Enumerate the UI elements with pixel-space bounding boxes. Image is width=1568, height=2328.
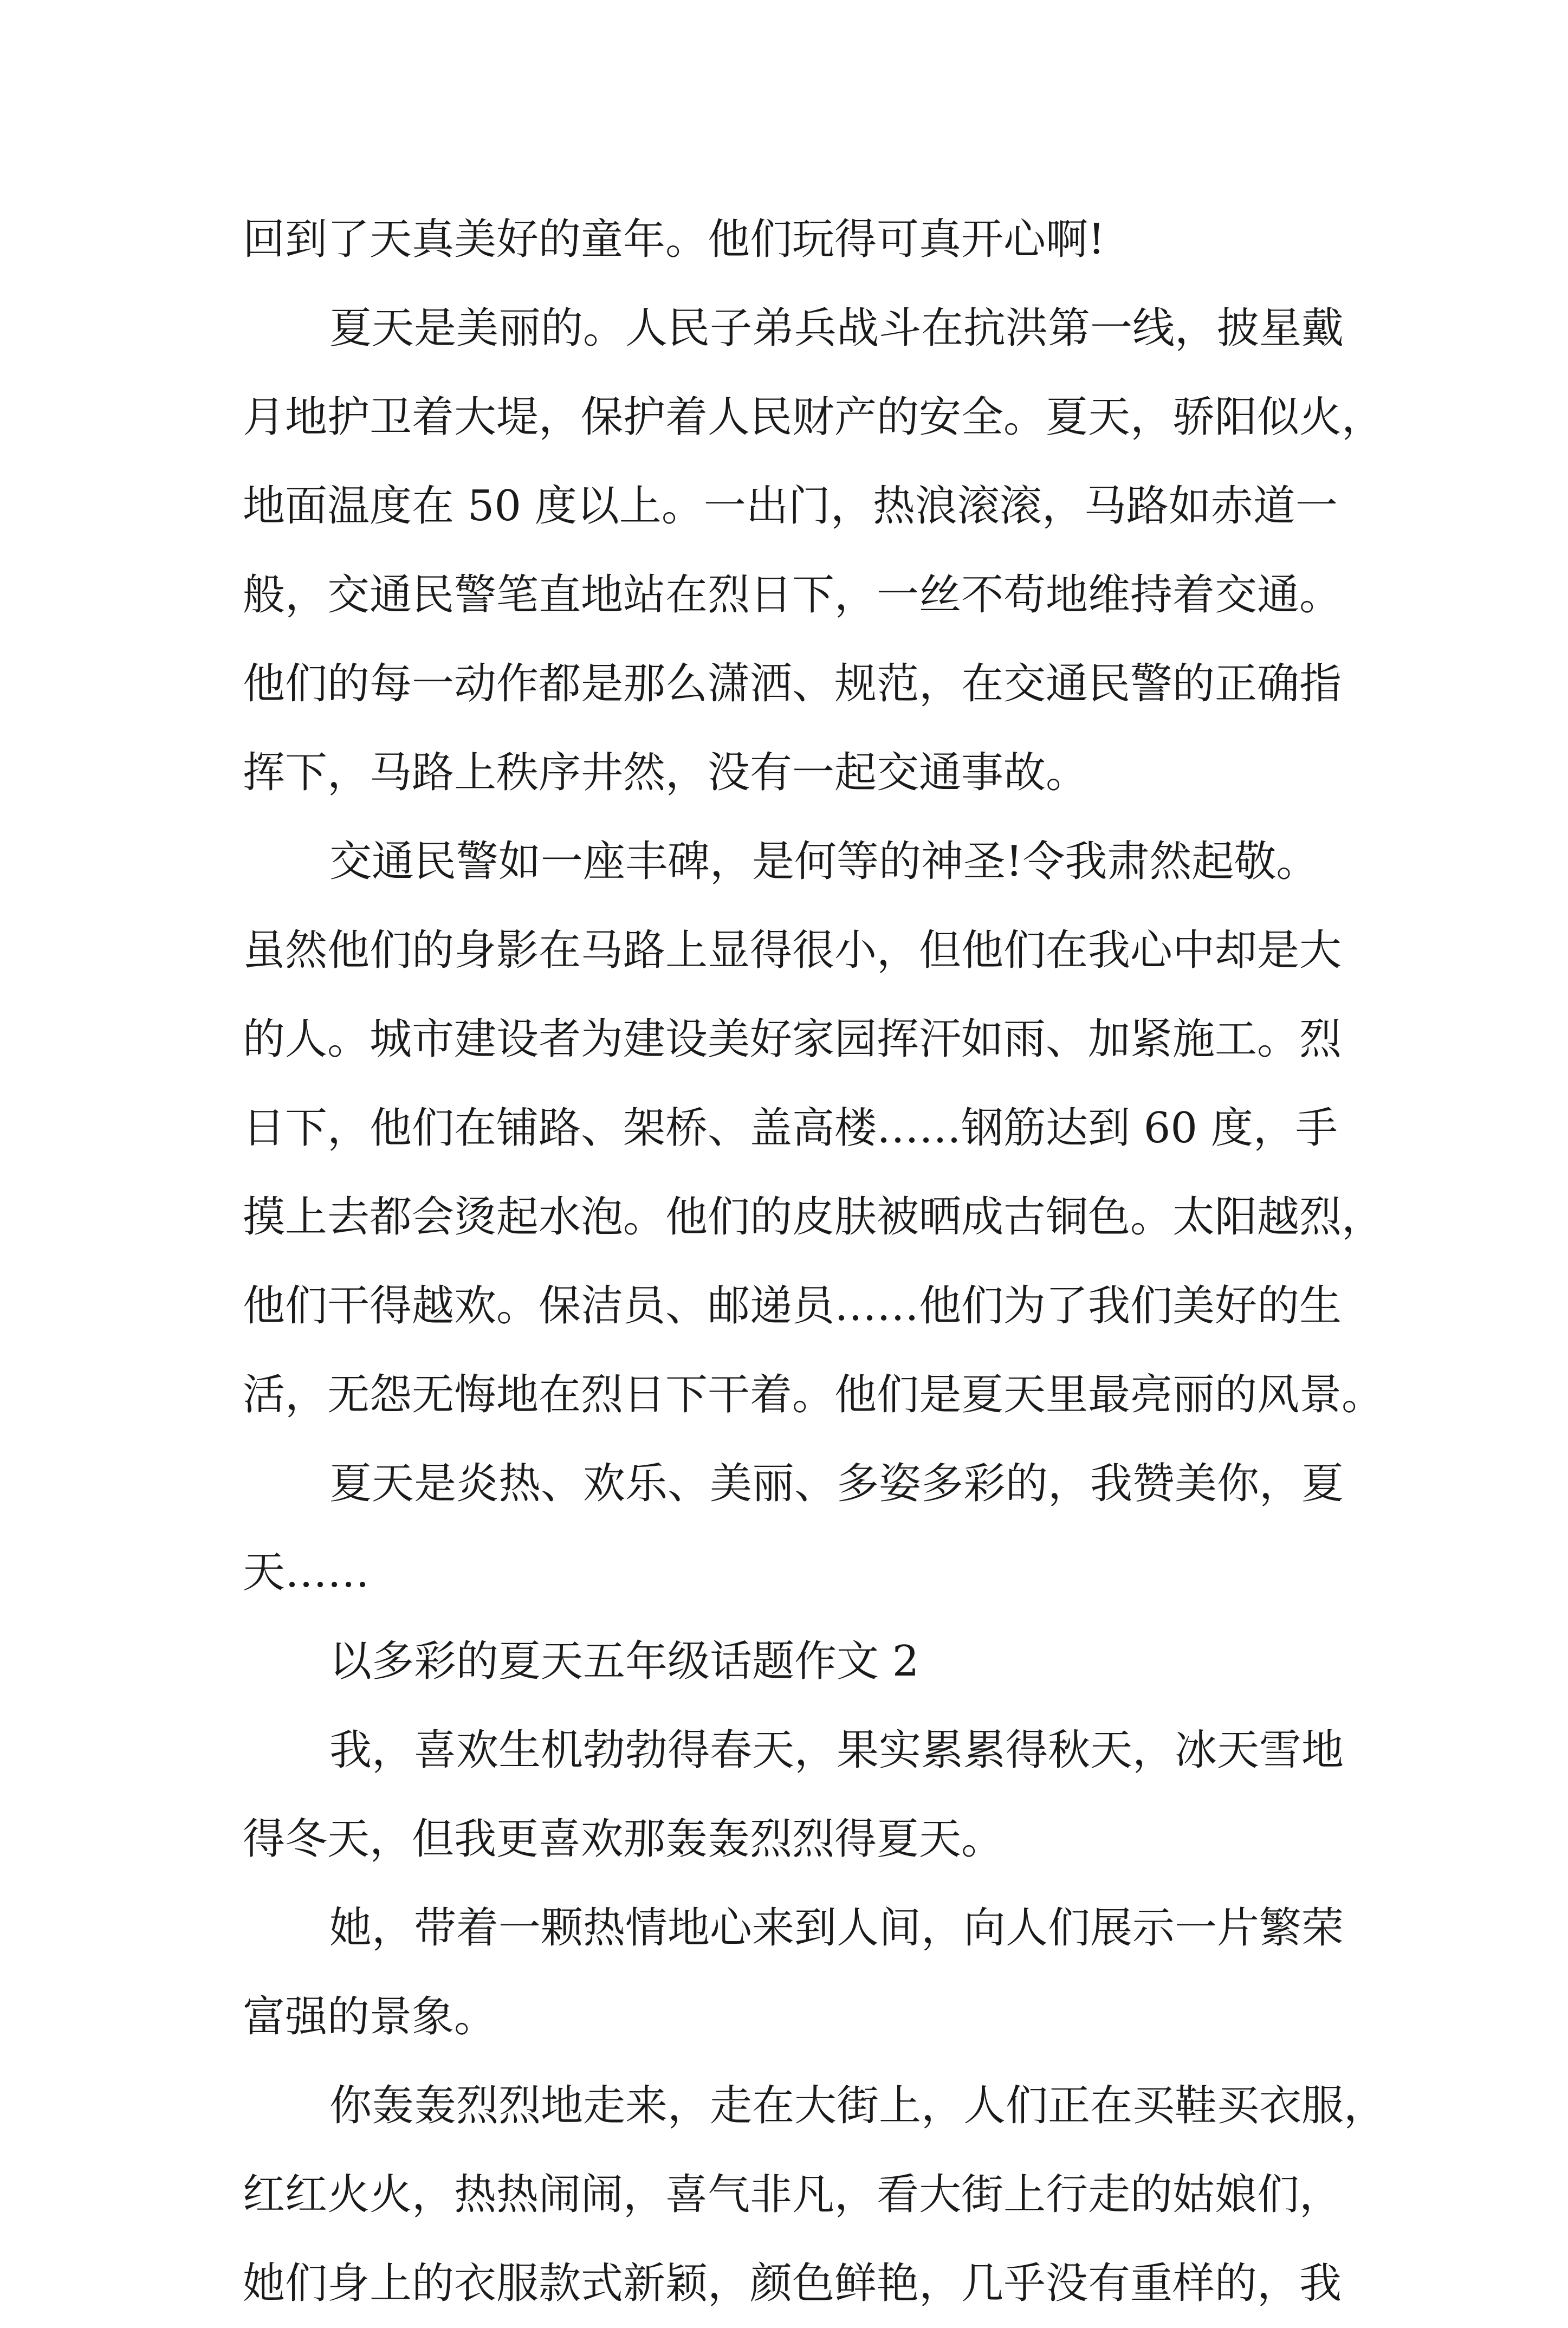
text-line: 富强的景象。: [243, 1993, 497, 2041]
text-line: 红红火火，热热闹闹，喜气非凡，看大街上行走的姑娘们，: [243, 2170, 1342, 2219]
text-line: 天……: [243, 1548, 370, 1597]
text-line: 她，带着一颗热情地心来到人间，向人们展示一片繁荣: [329, 1904, 1344, 1952]
text-line: 地面温度在 50 度以上。一出门，热浪滚滚，马路如赤道一: [243, 482, 1338, 531]
text-line: 回到了天真美好的童年。他们玩得可真开心啊!: [243, 215, 1105, 264]
text-line: 活，无怨无悔地在烈日下干着。他们是夏天里最亮丽的风景。: [243, 1370, 1384, 1419]
text-line: 摸上去都会烫起水泡。他们的皮肤被晒成古铜色。太阳越烈，: [243, 1193, 1384, 1241]
text-line: 挥下，马路上秩序井然，没有一起交通事故。: [243, 748, 1088, 797]
body-text: [243, 195, 1386, 2328]
text-line: 月地护卫着大堤，保护着人民财产的安全。夏天，骄阳似火，: [243, 393, 1384, 442]
text-line: 夏天是炎热、欢乐、美丽、多姿多彩的，我赞美你，夏: [329, 1459, 1344, 1508]
text-line: 他们干得越欢。保洁员、邮递员……他们为了我们美好的生: [243, 1282, 1342, 1330]
text-line: 般，交通民警笔直地站在烈日下，一丝不苟地维持着交通。: [243, 571, 1342, 619]
text-line: 你轰轰烈烈地走来，走在大街上，人们正在买鞋买衣服，: [329, 2081, 1386, 2130]
text-line: 交通民警如一座丰碑，是何等的神圣!令我肃然起敬。: [329, 837, 1319, 886]
text-line: 虽然他们的身影在马路上显得很小，但他们在我心中却是大: [243, 926, 1342, 975]
text-line: 我，喜欢生机勃勃得春天，果实累累得秋天，冰天雪地: [329, 1726, 1344, 1775]
text-line: 的人。城市建设者为建设美好家园挥汗如雨、加紧施工。烈: [243, 1015, 1342, 1064]
text-line: 以多彩的夏天五年级话题作文 2: [329, 1637, 919, 1686]
text-line: 夏天是美丽的。人民子弟兵战斗在抗洪第一线，披星戴: [329, 304, 1344, 353]
text-line: 得冬天，但我更喜欢那轰轰烈烈得夏天。: [243, 1815, 1004, 1864]
text-line: 日下，他们在铺路、架桥、盖高楼……钢筋达到 60 度，手: [243, 1104, 1338, 1153]
text-line: 她们身上的衣服款式新颖，颜色鲜艳，几乎没有重样的，我: [243, 2259, 1342, 2308]
text-line: 他们的每一动作都是那么潇洒、规范，在交通民警的正确指: [243, 659, 1342, 708]
